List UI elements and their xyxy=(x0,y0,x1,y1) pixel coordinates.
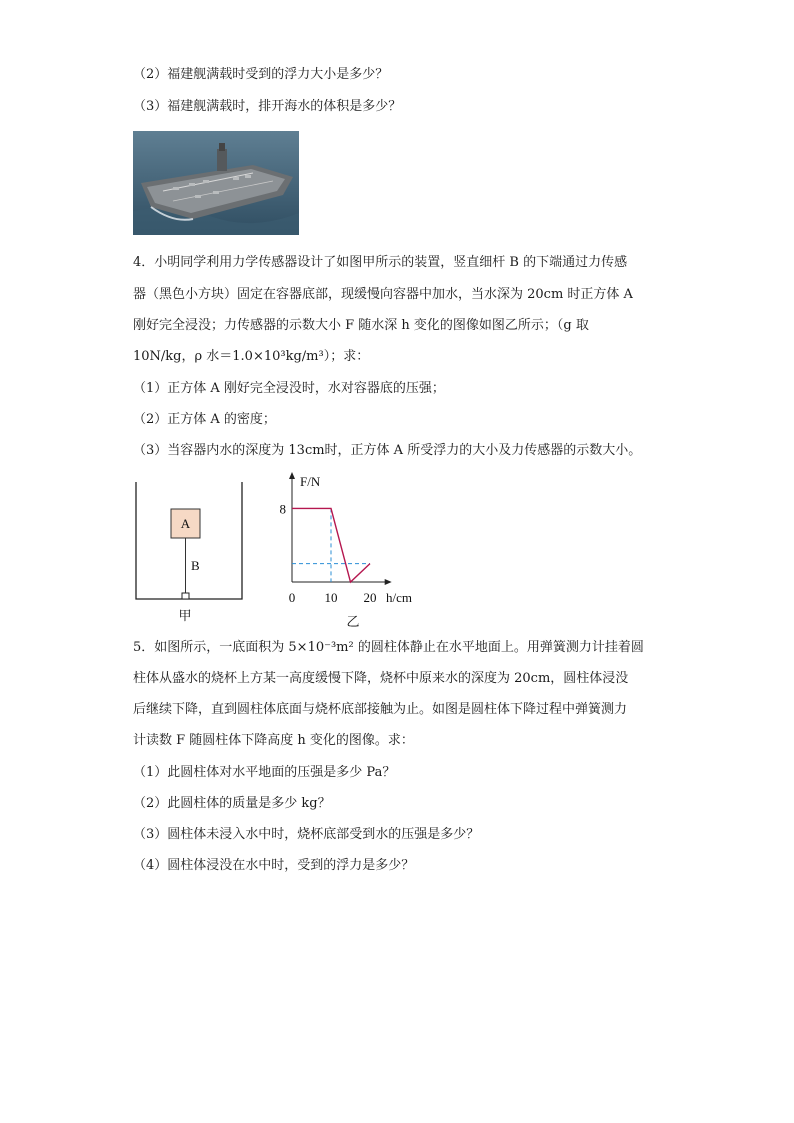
q4-line-3: 刚好完全浸没；力传感器的示数大小 F 随水深 h 变化的图像如图乙所示；（g 取 xyxy=(133,318,589,333)
x-tick-label: 0 xyxy=(288,590,296,605)
q5-sub3: （3）圆柱体未浸入水中时，烧杯底部受到水的压强是多少？ xyxy=(133,827,480,842)
figure-jia xyxy=(128,478,250,626)
q4-line-1: 4．小明同学利用力学传感器设计了如图甲所示的装置，竖直细杆 B 的下端通过力传感 xyxy=(133,255,628,270)
q5-line-2: 柱体从盛水的烧杯上方某一高度缓慢下降，烧杯中原来水的深度为 20cm，圆柱体浸没 xyxy=(133,671,629,686)
x-axis-label: h/cm xyxy=(386,590,412,605)
q4-line-2: 器（黑色小方块）固定在容器底部，现缓慢向容器中加水，当水深为 20cm 时正方体 A xyxy=(133,287,633,302)
cube-a-label: A xyxy=(180,516,191,531)
rod-b-label: B xyxy=(191,558,200,573)
aircraft-carrier-photo xyxy=(133,131,299,235)
q3-sub2: （2）福建舰满载时受到的浮力大小是多少？ xyxy=(133,67,389,82)
x-tick-label: 20 xyxy=(363,590,377,605)
q4-sub1: （1）正方体 A 刚好完全浸没时，水对容器底的压强； xyxy=(133,381,445,396)
figure-jia-caption: 甲 xyxy=(178,609,192,624)
q5-line-3: 后继续下降，直到圆柱体底面与烧杯底部接触为止。如图是圆柱体下降过程中弹簧测力 xyxy=(133,702,628,717)
x-tick-label: 10 xyxy=(324,590,338,605)
q5-line-1: 5．如图所示，一底面积为 5×10⁻³m² 的圆柱体静止在水平地面上。用弹簧测力计挂着圆 xyxy=(133,640,644,655)
container xyxy=(136,482,242,599)
q4-line-4: 10N/kg，ρ 水＝1.0×10³kg/m³）；求： xyxy=(133,349,370,364)
q5-line-4: 计读数 F 随圆柱体下降高度 h 变化的图像。求： xyxy=(133,733,414,748)
y-axis-label: F/N xyxy=(300,474,321,489)
q4-sub3: （3）当容器内水的深度为 13cm时，正方体 A 所受浮力的大小及力传感器的示数大小。 xyxy=(133,443,642,458)
figure-yi-chart xyxy=(272,470,462,630)
figure-yi-caption: 乙 xyxy=(346,615,360,630)
q5-sub4: （4）圆柱体浸没在水中时，受到的浮力是多少？ xyxy=(133,858,415,873)
q3-sub3: （3）福建舰满载时，排开海水的体积是多少？ xyxy=(133,99,402,114)
q4-sub2: （2）正方体 A 的密度； xyxy=(133,412,276,427)
q5-sub2: （2）此圆柱体的质量是多少 kg？ xyxy=(133,796,331,811)
y-axis-arrow xyxy=(289,472,295,479)
q5-sub1: （1）此圆柱体对水平地面的压强是多少 Pa？ xyxy=(133,765,396,780)
x-axis-arrow xyxy=(385,579,392,585)
force-sensor xyxy=(182,593,189,599)
y-tick-label: 8 xyxy=(279,501,286,517)
